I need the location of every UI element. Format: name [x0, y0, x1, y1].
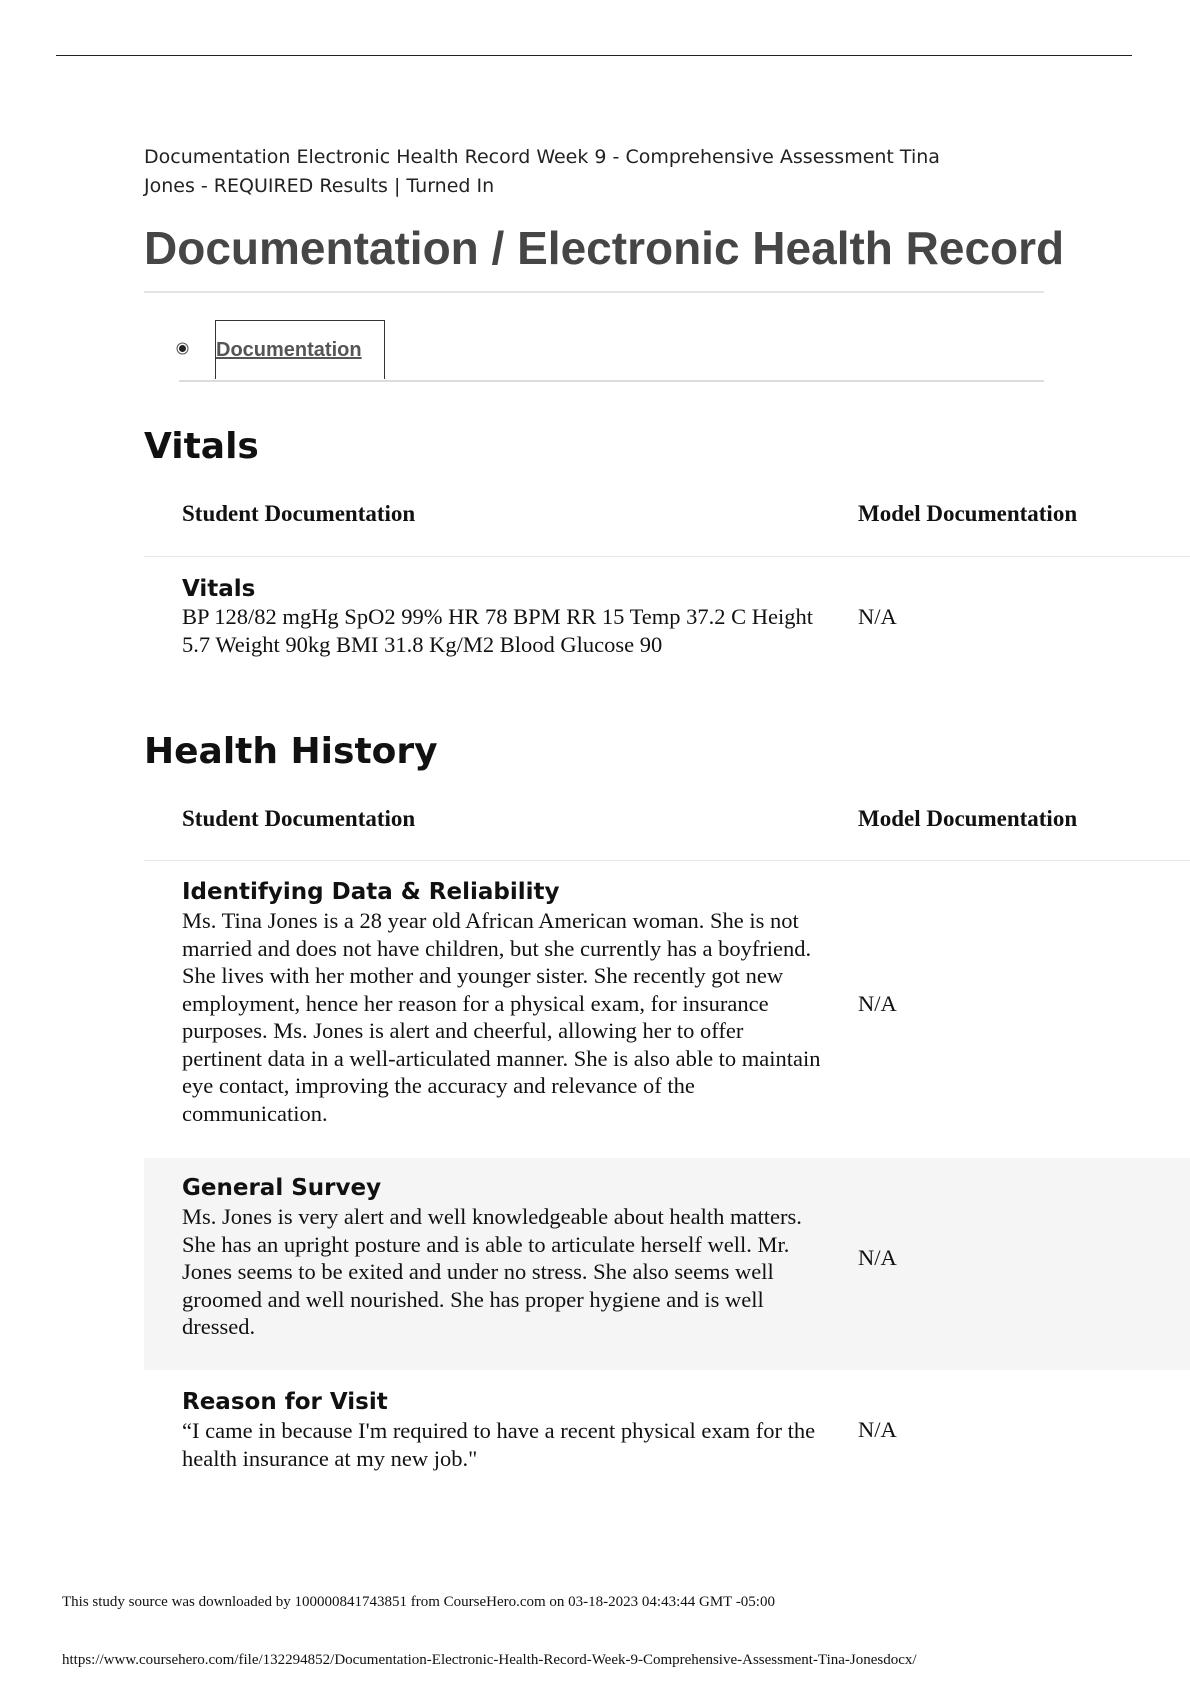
model-value-general-survey: N/A — [858, 1245, 897, 1270]
table-header-divider — [144, 556, 1190, 557]
section-title-health-history: Health History — [144, 731, 438, 772]
tab-documentation[interactable] — [215, 320, 385, 379]
top-rule — [56, 55, 1132, 56]
entry-body-vitals: BP 128/82 mgHg SpO2 99% HR 78 BPM RR 15 Temp 37.2 C Height 5.7 Weight 90kg BMI 31.8 Kg/M2 Blood Glucose 90 — [182, 604, 813, 657]
tab-documentation-label[interactable]: Documentation — [216, 339, 362, 361]
tabs-divider — [179, 380, 1044, 382]
tab-bullet-icon — [179, 345, 186, 352]
entry-title-reason-for-visit: Reason for Visit — [182, 1389, 388, 1415]
student-documentation-header: Student Documentation — [182, 806, 416, 831]
student-documentation-header: Student Documentation — [182, 501, 416, 526]
model-value-identifying-data: N/A — [858, 991, 897, 1016]
breadcrumb: Documentation Electronic Health Record Week 9 - Comprehensive Assessment Tina Jones - REQUIRED Results | Turned In — [144, 146, 940, 197]
entry-body-general-survey: Ms. Jones is very alert and well knowledgeable about health matters. She has an upright posture and is able to articulate herself well. Mr. Jones seems to be exited and under no stress. She also seems well groomed and well nourished. She has proper hygiene and is well dressed. — [182, 1204, 802, 1339]
model-value-vitals: N/A — [858, 604, 897, 629]
table-header-divider — [144, 860, 1190, 861]
entry-body-reason-for-visit: “I came in because I'm required to have a recent physical exam for the health insurance at my new job." — [182, 1418, 816, 1471]
section-title-vitals: Vitals — [144, 426, 259, 467]
entry-title-identifying-data: Identifying Data & Reliability — [182, 879, 560, 905]
footer-source-line: This study source was downloaded by 100000841743851 from CourseHero.com on 03-18-2023 04:43:44 GMT -05:00 — [62, 1594, 775, 1610]
entry-title-general-survey: General Survey — [182, 1175, 382, 1201]
entry-body-identifying-data: Ms. Tina Jones is a 28 year old African American woman. She is not married and does not have children, but she currently has a boyfriend. She lives with her mother and younger sister. She recently got new employment, hence her reason for a physical exam, for insurance purposes. Ms. Jones is alert and cheerful, allowing her to offer pertinent data in a well-articulated manner. She is also able to maintain eye contact, improving the accuracy and relevance of the communication. — [182, 908, 821, 1126]
model-documentation-header: Model Documentation — [858, 501, 1078, 526]
page-title: Documentation / Electronic Health Record — [144, 222, 1065, 274]
entry-title-vitals: Vitals — [182, 576, 256, 602]
title-divider — [144, 291, 1044, 293]
model-documentation-header: Model Documentation — [858, 806, 1078, 831]
footer-url-line[interactable]: https://www.coursehero.com/file/132294852/Documentation-Electronic-Health-Record-Week-9-Comprehensive-Assessment-Tina-Jonesdocx/ — [62, 1652, 917, 1668]
model-value-reason-for-visit: N/A — [858, 1417, 897, 1442]
